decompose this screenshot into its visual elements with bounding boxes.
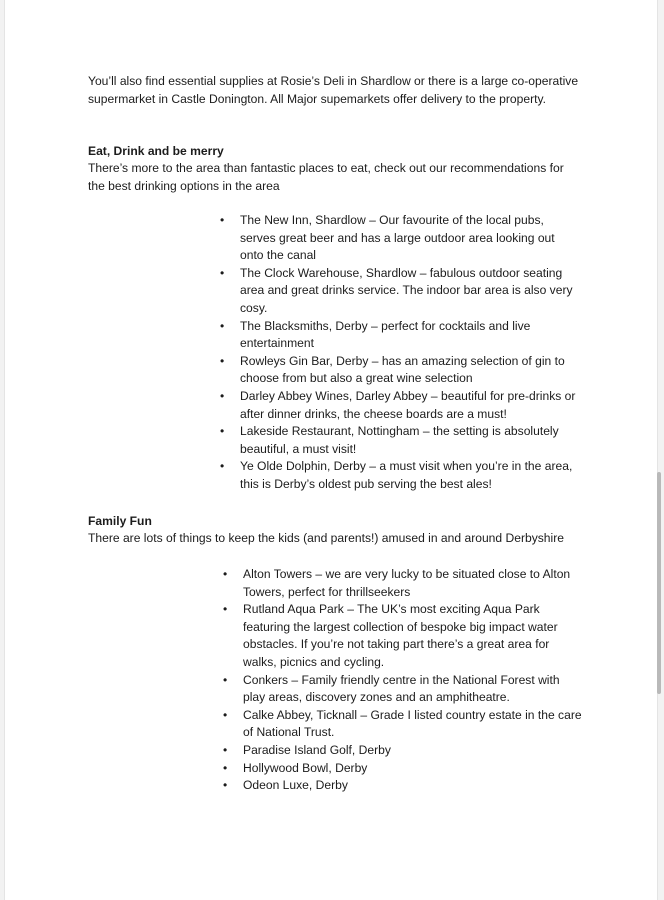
bullet-icon: • (220, 424, 225, 439)
list-item-line: play areas, discovery zones and an amphitheatre. (243, 690, 510, 705)
list-item-line: Darley Abbey Wines, Darley Abbey – beautiful for pre-drinks or (240, 388, 576, 403)
list-item-line: area and great drinks service. The indoor bar area is also very (240, 283, 573, 298)
list-item-line: Towers, perfect for thrillseekers (243, 584, 411, 599)
list-item-line: The New Inn, Shardlow – Our favourite of the local pubs, (240, 213, 544, 227)
eat-drink-intro (88, 160, 564, 195)
list-item-line: walks, picnics and cycling. (243, 654, 385, 669)
bullet-icon: • (220, 459, 225, 474)
list-item-line: Alton Towers – we are very lucky to be situated close to Alton (243, 567, 571, 581)
list-item (220, 458, 575, 493)
bullet-icon: • (223, 742, 228, 757)
eat-drink-intro-line: There’s more to the area than fantastic places to eat, check out our recommendations for (88, 161, 564, 175)
bullet-icon: • (220, 318, 225, 333)
eat-drink-list (220, 212, 576, 494)
document-page (4, 0, 658, 900)
bullet-icon: • (223, 602, 228, 617)
list-item-line: Conkers – Family friendly centre in the National Forest with (243, 672, 560, 687)
list-item-line: serves great beer and has a large outdoor area looking out (240, 230, 555, 245)
list-item-line: after dinner drinks, the cheese boards are a must! (240, 406, 507, 421)
list-item-line: this is Derby’s oldest pub serving the best ales! (240, 476, 492, 491)
list-item-line: obstacles. If you’re not taking part there’s a great area for (243, 637, 550, 652)
list-item-line: Rowleys Gin Bar, Derby – has an amazing selection of gin to (240, 353, 565, 368)
list-item-line: Odeon Luxe, Derby (243, 778, 348, 793)
bullet-icon: • (220, 213, 225, 227)
list-item (223, 707, 582, 742)
list-item-line: choose from but also a great wine selection (240, 371, 473, 386)
intro-paragraph (88, 73, 578, 108)
list-item (223, 601, 582, 671)
list-item (223, 566, 582, 601)
list-item-line: Rutland Aqua Park – The UK’s most exciting Aqua Park (243, 602, 540, 617)
intro-line: You’ll also find essential supplies at Rosie’s Deli in Shardlow or there is a large co-operative (88, 74, 579, 88)
list-item-line: Paradise Island Golf, Derby (243, 742, 391, 757)
bullet-icon: • (220, 265, 225, 280)
bullet-icon: • (223, 707, 228, 722)
list-item-line: The Clock Warehouse, Shardlow – fabulous outdoor seating (240, 265, 563, 280)
list-item-line: onto the canal (240, 248, 316, 263)
eat-drink-intro-line: the best drinking options in the area (88, 178, 280, 193)
bullet-icon: • (223, 672, 228, 687)
eat-drink-heading: Eat, Drink and be merry (88, 144, 224, 158)
list-item-line: Lakeside Restaurant, Nottingham – the setting is absolutely (240, 424, 559, 439)
list-item-line: beautiful, a must visit! (240, 441, 357, 456)
list-item-line: Ye Olde Dolphin, Derby – a must visit when you’re in the area, (240, 459, 573, 474)
list-item-line: Hollywood Bowl, Derby (243, 760, 368, 775)
list-item (220, 318, 575, 353)
family-fun-heading: Family Fun (88, 514, 152, 528)
family-fun-intro: There are lots of things to keep the kids (and parents!) amused in and around Derbyshire (88, 531, 564, 545)
list-item-line: featuring the largest collection of bespoke big impact water (243, 619, 558, 634)
list-item (220, 423, 575, 458)
bullet-icon: • (223, 778, 228, 793)
list-item (220, 265, 575, 318)
list-item-line: The Blacksmiths, Derby – perfect for cocktails and live (240, 318, 531, 333)
intro-line: supermarket in Castle Donington. All Major supemarkets offer delivery to the property. (88, 91, 546, 106)
list-item (223, 672, 582, 707)
bullet-icon: • (220, 353, 225, 368)
list-item (220, 353, 575, 388)
family-fun-list (223, 566, 582, 795)
list-item-line: Calke Abbey, Ticknall – Grade I listed country estate in the care (243, 707, 582, 722)
bullet-icon: • (223, 567, 228, 581)
list-item (220, 212, 575, 265)
bullet-icon: • (220, 388, 225, 403)
list-item-line: of National Trust. (243, 725, 335, 740)
list-item (220, 388, 576, 423)
scrollbar-thumb[interactable] (657, 472, 661, 694)
bullet-icon: • (223, 760, 228, 775)
list-item-line: cosy. (240, 300, 268, 315)
list-item (223, 777, 582, 795)
list-item (223, 742, 582, 760)
list-item (223, 760, 582, 778)
list-item-line: entertainment (240, 336, 314, 351)
